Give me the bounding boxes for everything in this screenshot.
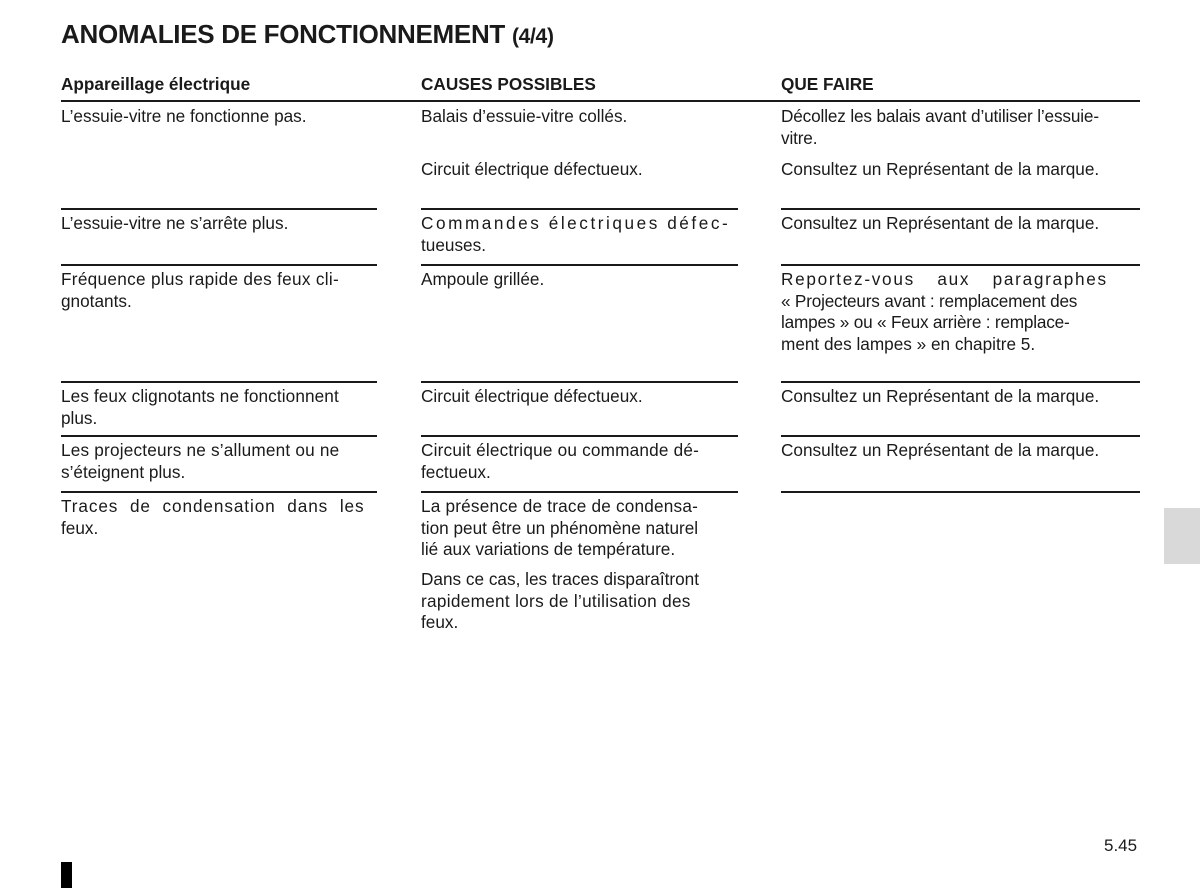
cause-condensation-clears — [421, 569, 699, 634]
symptom-line: Traces de condensation dans les — [61, 496, 365, 516]
cause-line: lié aux variations de température. — [421, 539, 676, 559]
action-line: Consultez un Représentant de la marque. — [781, 159, 1100, 179]
page-title-main: ANOMALIES DE FONCTIONNEMENT — [61, 19, 506, 49]
cause-line: Circuit électrique défectueux. — [421, 386, 643, 406]
row-divider — [61, 435, 377, 437]
row-divider — [61, 264, 377, 266]
row-divider — [421, 208, 738, 210]
column-header-actions: QUE FAIRE — [781, 74, 874, 94]
symptom-line: gnotants. — [61, 290, 132, 311]
symptom-faster-indicators — [61, 269, 339, 312]
cause-wiper-blades-stuck — [421, 106, 627, 128]
cause-line: Circuit électrique ou commande dé- — [421, 440, 700, 460]
action-line: lampes » ou « Feux arrière : remplace- — [781, 312, 1070, 332]
cause-line: feux. — [421, 612, 459, 632]
symptom-line: L’essuie-vitre ne s’arrête plus. — [61, 213, 289, 233]
action-consult-dealer — [781, 386, 1099, 408]
row-divider — [781, 208, 1140, 210]
symptom-line: Fréquence plus rapide des feux cli- — [61, 269, 340, 289]
action-line: Consultez un Représentant de la marque. — [781, 386, 1100, 406]
action-line: Reportez-vous aux paragraphes — [781, 269, 1108, 289]
symptom-line: feux. — [61, 517, 99, 538]
row-divider — [421, 435, 738, 437]
action-unstick-blades — [781, 106, 1099, 149]
column-header-component: Appareillage électrique — [61, 74, 251, 94]
cause-faulty-circuit — [421, 159, 643, 181]
cause-line: La présence de trace de condensa- — [421, 496, 699, 516]
symptom-wiper-not-working — [61, 106, 307, 128]
symptom-line: s’éteignent plus. — [61, 461, 186, 482]
symptom-line: plus. — [61, 407, 98, 428]
row-divider — [781, 264, 1140, 266]
symptom-indicators-not-working — [61, 386, 339, 429]
symptom-wiper-wont-stop — [61, 213, 288, 235]
cause-line: tueuses. — [421, 234, 486, 255]
cause-circuit-or-control — [421, 440, 699, 483]
cause-bulb-blown — [421, 269, 544, 291]
action-consult-dealer — [781, 213, 1099, 235]
cause-line: rapidement lors de l’utilisation des — [421, 590, 691, 611]
cause-line: Circuit électrique défectueux. — [421, 159, 643, 179]
action-line: Consultez un Représentant de la marque. — [781, 213, 1100, 233]
row-divider — [781, 435, 1140, 437]
cause-line: Dans ce cas, les traces disparaîtront — [421, 569, 699, 589]
cause-line: Balais d’essuie-vitre collés. — [421, 106, 628, 126]
row-divider — [421, 381, 738, 383]
symptom-line: Les projecteurs ne s’allument ou ne — [61, 440, 340, 460]
action-consult-dealer — [781, 440, 1099, 462]
cause-line: fectueux. — [421, 461, 491, 482]
page-title — [61, 19, 554, 50]
symptom-condensation — [61, 496, 365, 539]
row-divider — [421, 264, 738, 266]
cause-condensation-natural — [421, 496, 698, 561]
page-number: 5.45 — [1104, 836, 1138, 855]
row-divider — [421, 491, 738, 493]
symptom-headlights-on-off — [61, 440, 339, 483]
row-divider — [781, 491, 1140, 493]
cause-faulty-circuit — [421, 386, 643, 408]
action-line: Consultez un Représentant de la marque. — [781, 440, 1100, 460]
row-divider — [61, 381, 377, 383]
header-divider — [61, 100, 1140, 102]
row-divider — [61, 491, 377, 493]
section-tab-marker — [1164, 508, 1200, 564]
action-line: vitre. — [781, 127, 818, 148]
page-title-suffix: (4/4) — [511, 25, 554, 48]
action-line: « Projecteurs avant : remplacement des — [781, 290, 1078, 311]
action-line: Décollez les balais avant d’utiliser l’essuie- — [781, 106, 1099, 126]
symptom-line: L’essuie-vitre ne fonctionne pas. — [61, 106, 307, 126]
action-consult-dealer — [781, 159, 1099, 181]
corner-mark — [61, 862, 72, 888]
cause-line: Commandes électriques défec- — [421, 213, 731, 233]
column-header-causes: CAUSES POSSIBLES — [421, 74, 596, 94]
row-divider — [61, 208, 377, 210]
action-see-paragraphs — [781, 269, 1108, 355]
action-line: ment des lampes » en chapitre 5. — [781, 333, 1036, 354]
cause-line: Ampoule grillée. — [421, 269, 545, 289]
symptom-line: Les feux clignotants ne fonctionnent — [61, 386, 339, 406]
row-divider — [781, 381, 1140, 383]
cause-line: tion peut être un phénomène naturel — [421, 517, 699, 538]
cause-faulty-controls — [421, 213, 730, 256]
